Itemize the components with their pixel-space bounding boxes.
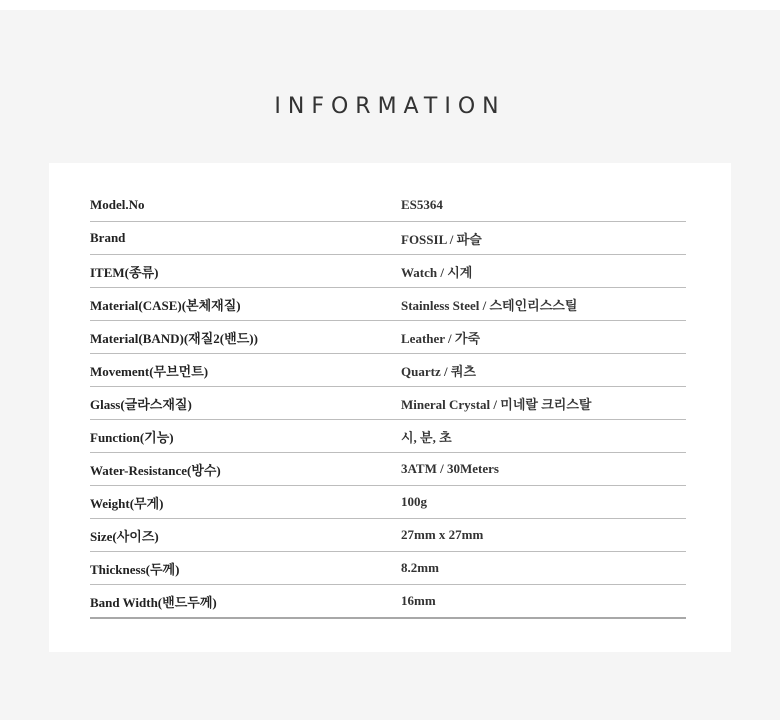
spec-value: Quartz / 쿼츠	[401, 363, 476, 379]
spec-card	[49, 163, 731, 652]
spec-value: 시, 분, 초	[401, 429, 452, 445]
spec-value: 27mm x 27mm	[401, 527, 484, 542]
spec-row	[90, 321, 686, 354]
spec-label: Thickness(두께)	[90, 561, 180, 577]
spec-row	[90, 453, 686, 486]
spec-value: 8.2mm	[401, 560, 439, 575]
spec-value: Mineral Crystal / 미네랄 크리스탈	[401, 396, 592, 412]
spec-row	[90, 189, 686, 222]
spec-label: Brand	[90, 230, 126, 245]
spec-value: FOSSIL / 파슬	[401, 231, 482, 247]
spec-label: Water-Resistance(방수)	[90, 462, 221, 478]
spec-label: Material(CASE)(본체재질)	[90, 297, 241, 313]
spec-value: 3ATM / 30Meters	[401, 461, 499, 476]
spec-label: Band Width(밴드두께)	[90, 594, 217, 610]
spec-row	[90, 222, 686, 255]
spec-row	[90, 288, 686, 321]
spec-value: Leather / 가죽	[401, 330, 481, 346]
spec-label: Model.No	[90, 197, 145, 212]
spec-value: 100g	[401, 494, 427, 509]
spec-value: Watch / 시계	[401, 264, 473, 280]
spec-value: Stainless Steel / 스테인리스스틸	[401, 297, 578, 313]
spec-table	[90, 189, 686, 619]
spec-label: Glass(글라스재질)	[90, 396, 192, 412]
spec-value: 16mm	[401, 593, 436, 608]
spec-row	[90, 420, 686, 453]
spec-row	[90, 552, 686, 585]
spec-row	[90, 255, 686, 288]
spec-label: Function(기능)	[90, 429, 174, 445]
spec-row	[90, 585, 686, 619]
spec-row	[90, 387, 686, 420]
spec-label: Movement(무브먼트)	[90, 363, 209, 379]
section-title: INFORMATION	[274, 94, 506, 119]
spec-label: Size(사이즈)	[90, 528, 159, 544]
spec-row	[90, 354, 686, 387]
spec-value: ES5364	[401, 197, 443, 212]
spec-label: Weight(무게)	[90, 495, 164, 511]
spec-row	[90, 486, 686, 519]
spec-row	[90, 519, 686, 552]
spec-label: Material(BAND)(재질2(밴드))	[90, 330, 258, 346]
information-section	[0, 10, 780, 720]
spec-label: ITEM(종류)	[90, 264, 159, 280]
